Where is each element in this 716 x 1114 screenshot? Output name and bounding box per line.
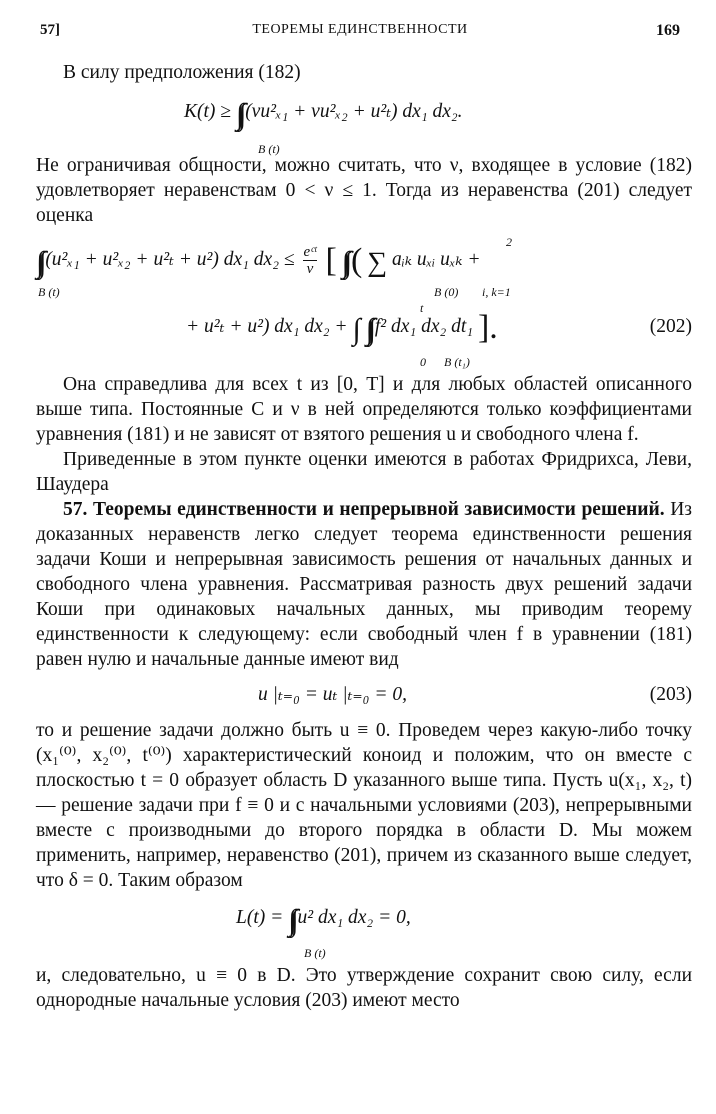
eq-L-limit: B (t) (304, 946, 326, 960)
fraction-numerator: eᶜᵗ (303, 244, 317, 260)
double-integral-symbol: ∫∫ (365, 313, 370, 346)
paragraph-7: и, следовательно, u ≡ 0 в D. Это утверждение сохранит свою силу, если однородные начальные условия (203) имеют место (36, 965, 692, 1011)
sum-upper: 2 (506, 235, 512, 249)
eq-K-body: (νu²ₓ₁ + νu²ₓ₂ + u²ₜ) dx₁ dx₂. (245, 101, 463, 122)
double-integral-symbol: ∫∫ (341, 245, 347, 279)
sum-lower: i, k=1 (482, 285, 511, 299)
paragraph-4: Приведенные в этом пункте оценки имеются в работах Фридрихса, Леви, Шаудера (36, 449, 692, 495)
eq-K-lhs: K(t) ≥ (184, 101, 231, 122)
eq-L-body: u² dx₁ dx₂ = 0, (297, 907, 411, 928)
paragraph-6: то и решение задачи должно быть u ≡ 0. Проведем через какую-либо точку (x₁⁽⁰⁾, x₂⁽⁰⁾, t⁽⁰⁾) характеристический коноид и положим, что он вместе с плоскостью t = 0 образует область D указанного выше типа. Пусть u(x₁, x₂, t) — решение задачи при f ≡ 0 и с начальными условиями (203), непрерывными вместе с производными до второго порядка в области D. Мы можем применить, например, неравенство (201), причем из сказанного выше следует, что δ = 0. Таким образом (36, 720, 692, 891)
equation-202-line1 (36, 228, 692, 299)
paragraph-5: Из доказанных неравенств легко следует теорема единственности решения задачи Коши и непрерывная зависимость решения от начальных данных и свободного члена уравнения. Рассматривая разность двух решений задачи Коши при одинаковых начальных данных, мы приводим теорему единственности к следующему: если свободный член f в уравнении (181) равен нулю и начальные данные имеют вид (36, 499, 692, 670)
equation-203 (36, 672, 692, 718)
paragraph-2: Не ограничивая общности, можно считать, что ν, входящее в условие (182) удовлетворяет неравенствам 0 < ν ≤ 1. Тогда из неравенства (201) следует оценка (36, 155, 692, 226)
double-integral-symbol: ∫∫ (288, 904, 293, 937)
eq-K-limit: B (t) (258, 142, 280, 156)
limit-B0: B (0) (434, 285, 459, 299)
equation-L (36, 893, 692, 960)
integral-symbol: ∫ (352, 313, 361, 346)
page-number: 169 (656, 22, 680, 39)
eq-202-line2b: f² dx₁ dx₂ dt₁ (374, 316, 474, 337)
equation-number-202: (202) (649, 316, 692, 337)
int-lower: 0 (420, 355, 426, 369)
equation-202-line2 (36, 294, 692, 369)
section-number: 57] (40, 22, 60, 38)
fraction-denominator: ν (306, 261, 314, 277)
paragraph-1: В силу предположения (182) (63, 62, 301, 83)
paren-open: ( (350, 241, 363, 279)
eq-L-lhs: L(t) = (236, 907, 284, 928)
eq-202-sum: aᵢₖ uₓᵢ uₓₖ + (392, 248, 481, 270)
paragraph-3: Она справедлива для всех t из [0, T] и для любых областей описанного выше типа. Постоянные C и ν в ней определяются только коэффициентами уравнения (181) и не зависят от взятого решения u и свободного члена f. (36, 374, 692, 445)
section-57-paragraph (36, 497, 692, 672)
limit-Bt1: B (t₁) (444, 355, 470, 369)
eq-203-body: u |ₜ₌₀ = uₜ |ₜ₌₀ = 0, (258, 684, 407, 705)
equation-K (36, 85, 692, 156)
bracket-close: ]. (477, 309, 498, 346)
equation-number-203: (203) (649, 684, 692, 705)
running-header (40, 22, 680, 44)
eq-202-left: (u²ₓ₁ + u²ₓ₂ + u²ₜ + u²) dx₁ dx₂ ≤ (45, 248, 295, 270)
eq-202-line2: + u²ₜ + u²) dx₁ dx₂ + (186, 316, 348, 337)
int-upper: t (420, 301, 424, 315)
double-integral-symbol: ∫∫ (235, 98, 241, 131)
section-heading: 57. Теоремы единственности и непрерывной зависимости решений. (63, 499, 665, 520)
page-body (36, 60, 692, 1013)
sum-symbol: ∑ (367, 246, 388, 278)
bracket-open: [ (325, 241, 337, 279)
double-integral-symbol: ∫∫ (36, 245, 41, 279)
limit-Bt: B (t) (38, 285, 60, 299)
running-title: ТЕОРЕМЫ ЕДИНСТВЕННОСТИ (252, 22, 468, 37)
